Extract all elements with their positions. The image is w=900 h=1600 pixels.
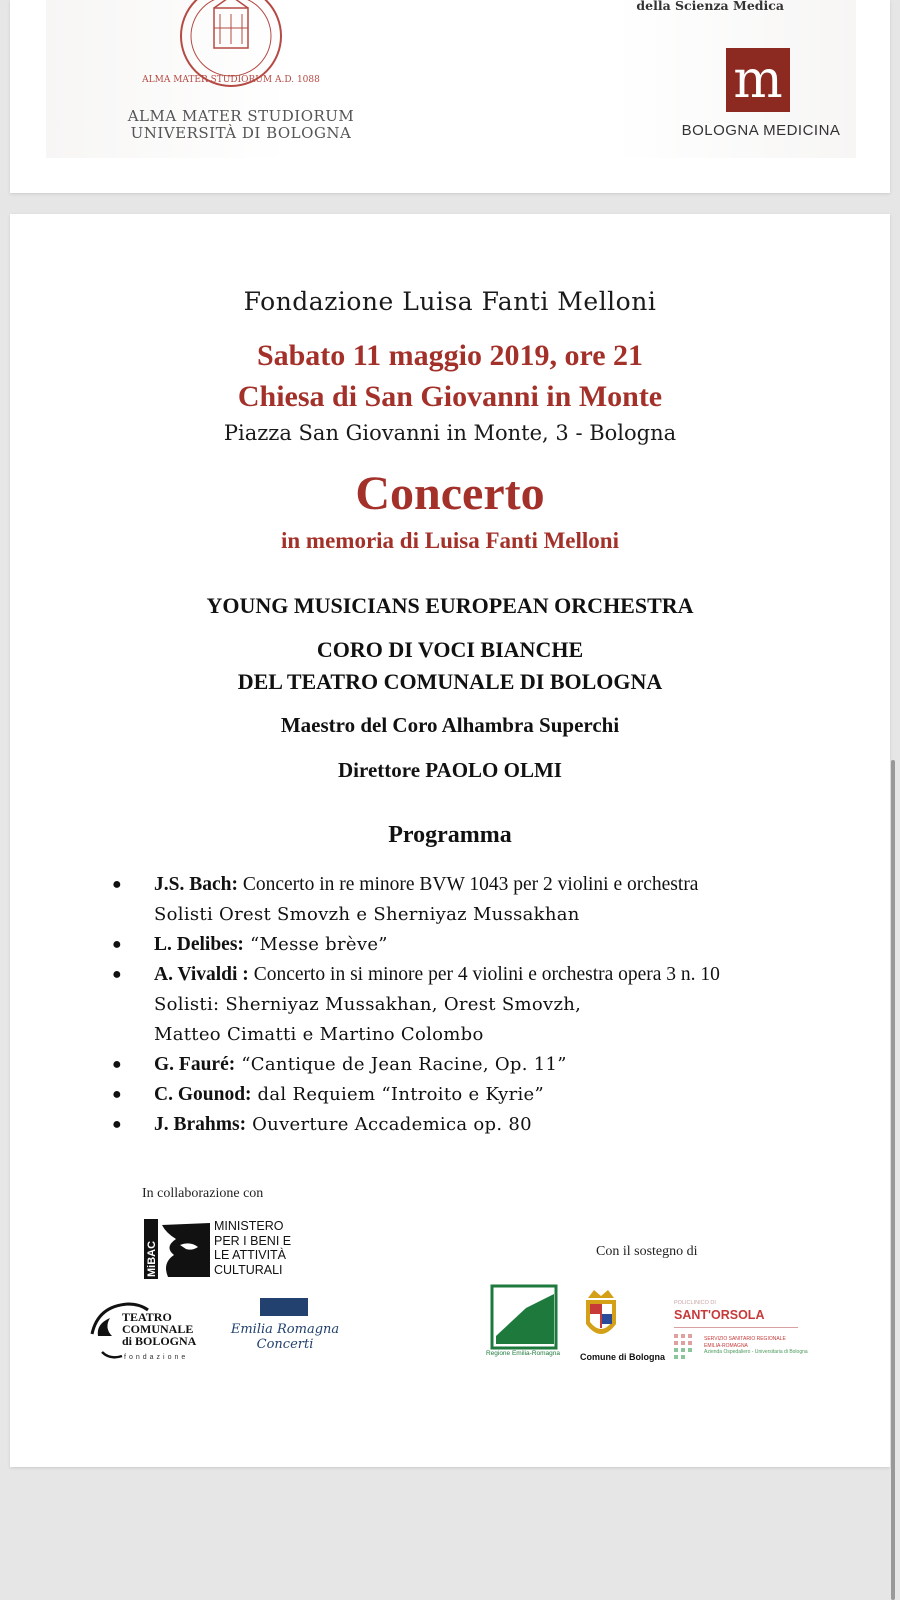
program-heading: Programma (388, 822, 512, 848)
top-caption: della Scienza Medica (636, 0, 784, 13)
program-item (104, 870, 864, 930)
collaboration-label: In collaborazione con (142, 1186, 264, 1201)
bullet-icon: ● (112, 1056, 122, 1073)
mibac-vertical-text: MiBAC (146, 1240, 158, 1277)
event-subtitle: in memoria di Luisa Fanti Melloni (281, 528, 619, 553)
choir-master: Maestro del Coro Alhambra Superchi (280, 713, 620, 737)
event-venue: Chiesa di San Giovanni in Monte (237, 380, 663, 413)
program-composer: A. Vivaldi : (154, 964, 249, 985)
program-work: dal Requiem “Introito e Kyrie” (251, 1084, 544, 1105)
seal-year: ALMA MATER STUDIORUM A.D. 1088 (142, 75, 320, 85)
er-line1: Emilia Romagna (230, 1322, 340, 1337)
program-composer: J. Brahms: (154, 1114, 247, 1135)
university-seal-icon (142, 0, 320, 92)
bullet-icon: ● (112, 1086, 122, 1103)
header-card (10, 0, 890, 193)
ssr-line3: Azienda Ospedaliero - Universitaria di Bologna (704, 1349, 808, 1355)
comune-di-bologna-crest-icon (580, 1284, 622, 1350)
program-list (104, 870, 864, 1140)
program-item (104, 1050, 864, 1080)
teatro-line2: COMUNALE (122, 1322, 194, 1336)
program-composer: J.S. Bach: (154, 874, 238, 895)
orchestra-name: YOUNG MUSICIANS EUROPEAN ORCHESTRA (206, 593, 694, 618)
program-work: Ouverture Accademica op. 80 (246, 1114, 532, 1135)
regione-emilia-romagna-text: Regione Emilia-Romagna (485, 1350, 561, 1357)
program-item (104, 960, 864, 1050)
university-name (121, 108, 361, 142)
event-card (10, 214, 890, 1467)
choir-line2: DEL TEATRO COMUNALE DI BOLOGNA (237, 669, 663, 694)
program-work: “Cantique de Jean Racine, Op. 11” (235, 1054, 567, 1075)
bullet-icon: ● (112, 966, 122, 983)
program-composer: C. Gounod: (154, 1084, 252, 1105)
mibac-line3: LE ATTIVITÀ (214, 1248, 287, 1262)
teatro-subtitle: fondazione (124, 1354, 189, 1361)
bologna-medicina-text: BOLOGNA MEDICINA (681, 122, 841, 139)
foundation-name: Fondazione Luisa Fanti Melloni (243, 287, 657, 316)
teatro-line3: di BOLOGNA (122, 1334, 197, 1348)
support-label: Con il sostegno di (596, 1244, 698, 1259)
choir-line1: CORO DI VOCI BIANCHE (316, 637, 584, 662)
emilia-romagna-concerti-text (220, 1322, 350, 1352)
mibac-line1: MINISTERO (214, 1219, 284, 1233)
mibac-text (214, 1219, 291, 1277)
logos-banner (46, 0, 856, 158)
program-soloists: Matteo Cimatti e Martino Colombo (154, 1024, 484, 1045)
policlinico-label: POLICLINICO DI (674, 1300, 716, 1306)
page-scrollbar[interactable] (891, 760, 895, 1600)
program-soloists: Solisti: Sherniyaz Mussakhan, Orest Smovzh, (154, 994, 582, 1015)
program-work: Concerto in re minore BVW 1043 per 2 violini e orchestra (237, 874, 699, 895)
comune-di-bologna-text: Comune di Bologna (580, 1352, 665, 1362)
bologna-medicina-logo: m (726, 48, 790, 112)
er-line2: Concerti (256, 1337, 314, 1352)
program-composer: L. Delibes: (154, 934, 244, 955)
program-item (104, 1110, 864, 1140)
ssr-grid-icon (674, 1334, 700, 1360)
event-date: Sabato 11 maggio 2019, ore 21 (256, 339, 644, 372)
teatro-comunale-text (122, 1311, 196, 1347)
mibac-line4: CULTURALI (214, 1262, 283, 1277)
bullet-icon: ● (112, 936, 122, 953)
event-title: Concerto (355, 467, 545, 520)
university-name-line1: ALMA MATER STUDIORUM (127, 107, 355, 125)
bullet-icon: ● (112, 1116, 122, 1133)
bullet-icon: ● (112, 876, 122, 893)
teatro-line1: TEATRO (122, 1310, 172, 1324)
mibac-line2: PER I BENI E (214, 1233, 292, 1248)
ssr-text (704, 1336, 808, 1356)
event-address: Piazza San Giovanni in Monte, 3 - Bologna (223, 421, 677, 445)
program-composer: G. Fauré: (154, 1054, 236, 1075)
program-work: Concerto in si minore per 4 violini e orchestra opera 3 n. 10 (248, 964, 720, 985)
university-name-line2: UNIVERSITÀ DI BOLOGNA (130, 124, 352, 142)
program-soloists: Solisti Orest Smovzh e Sherniyaz Mussakhan (154, 904, 580, 925)
santorsola-logo-text: SANT'ORSOLA (674, 1308, 765, 1322)
emilia-romagna-concerti-mark (260, 1298, 308, 1316)
conductor: Direttore PAOLO OLMI (338, 758, 562, 782)
santorsola-divider (674, 1327, 798, 1328)
ssr-line1: SERVIZIO SANITARIO REGIONALE (704, 1336, 786, 1342)
program-item (104, 930, 864, 960)
ssr-line2: EMILIA-ROMAGNA (704, 1342, 748, 1349)
program-work: “Messe brève” (243, 934, 388, 955)
program-item (104, 1080, 864, 1110)
